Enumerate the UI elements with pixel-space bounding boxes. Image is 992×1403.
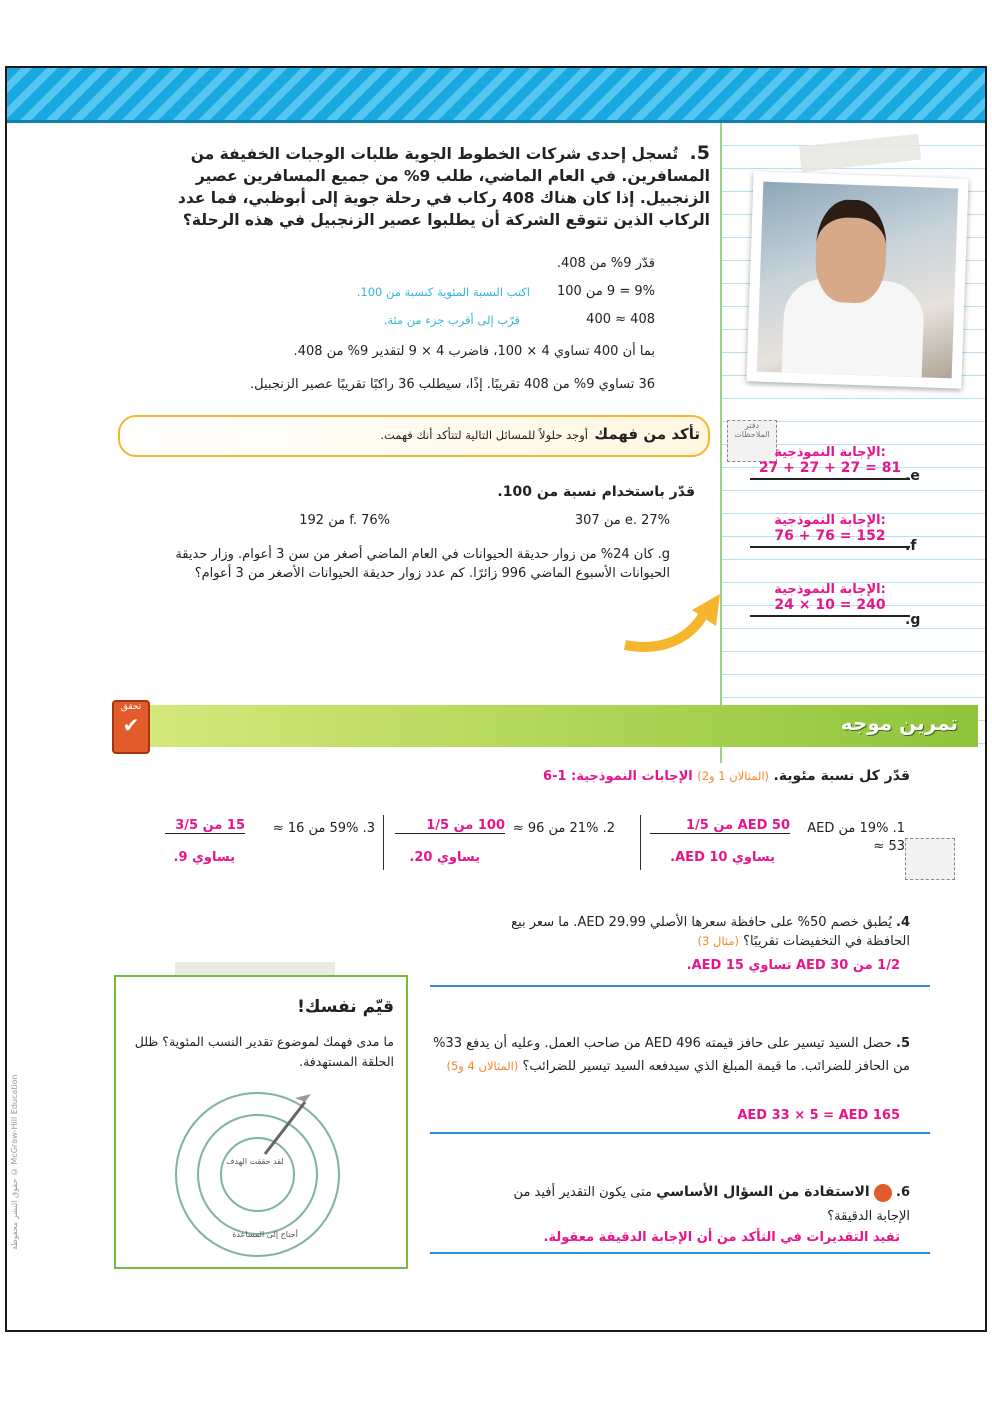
answer-f-letter: f. [905,538,917,554]
q5-ref: (المثالان 4 و5) [446,1059,519,1073]
guided-practice-bar [145,705,978,747]
q2-ans2: يساوي 20. [409,850,480,865]
answer-f [750,513,910,548]
problem5-number: 5. [689,142,710,164]
guided-instruction: قدّر كل نسبة مئوية. [773,768,910,784]
step2-note: اكتب النسبة المئوية كنسبة من 100. [356,285,530,299]
q3-num: 3. [362,821,375,836]
q6-answer: تفيد التقديرات في التأكد من أن الإجابة الدقيقة معقولة. [543,1230,900,1245]
exercise-e: e. 27% من 307 [574,513,670,528]
checkmark-icon: ✔ [122,713,140,737]
q1-num: 1. [892,821,905,836]
rate-text: ما مدى فهمك لموضوع تقدير النسب المئوية؟ ظلل الحلقة المستهدفة. [134,1034,394,1069]
q1-text [790,820,905,856]
q6-title: الاستفادة من السؤال الأساسي [656,1184,870,1200]
notebook-label: دفتر الملاحظات [734,421,770,439]
check-understanding-bar [118,415,710,457]
q5-rule [430,1132,930,1134]
q5-body: حصل السيد تيسير على حافز قيمته AED 496 من صاحب العمل. وعليه أن يدفع 33% من الحافز للضرائب. ما قيمة المبلغ الذي سيدفعه السيد تيسير للضرائب؟ [433,1036,910,1074]
copyright-credit: حقوق النشر محفوظة © McGraw-Hill Education [10,1074,19,1250]
center-label: لقد حققت الهدف [226,1157,284,1166]
q3-body: 59% من 16 ≈ [272,821,359,836]
q2-num: 2. [602,821,615,836]
q4-answer: 1/2 من AED 30 تساوي AED 15. [686,958,900,973]
step1: قدّر 9% من 408. [556,256,655,271]
answer-e-eq: 27 + 27 + 27 = 81 [750,460,910,480]
step3-eq: 408 ≈ 400 [586,312,655,327]
curved-arrow-icon [620,590,730,660]
guided-title: تمرين موجه [840,711,958,735]
q4-ref: (مثال 3) [697,934,739,948]
q4-text [505,913,910,951]
check-title: تأكد من فهمك [594,425,700,443]
answer-g [750,582,910,617]
photo-image [757,182,959,379]
q3-ans2: يساوي 9. [173,850,235,865]
q6-body: متى يكون التقدير أفيد من الإجابة الدقيقة؟ [513,1185,910,1224]
step2-eq: 9% = 9 من 100 [556,284,655,299]
header-stripe [7,68,985,123]
q4-num: 4. [896,915,910,930]
photo-person-head [814,199,888,304]
q1-body: 19% من AED 53 ≈ [807,821,905,854]
q2-body: 21% من 96 ≈ [512,821,599,836]
answer-f-label: الإجابة النموذجية: [774,513,886,528]
q1-ans1: AED 50 من 1/5 [650,818,790,834]
q6-num: 6. [896,1185,910,1200]
answer-g-eq: 24 × 10 = 240 [750,597,910,617]
exercise-f: f. 76% من 192 [299,513,390,528]
q4-rule [430,985,930,987]
q6-text [500,1180,910,1229]
q2-divider [383,815,384,870]
answer-e-label: الإجابة النموذجية: [774,445,886,460]
q5-answer: AED 33 × 5 = AED 165 [737,1108,900,1123]
q4-body: يُطبق خصم 50% على حافظة سعرها الأصلي AED 29.99. ما سعر بيع الحافظة في التخفيضات تقريبًا؟ [511,915,910,949]
answer-f-eq: 76 + 76 = 152 [750,528,910,548]
outer-label: أحتاج إلى المساعدة [232,1230,298,1239]
q6-rule [430,1252,930,1254]
q3-ans1: 15 من 3/5 [165,818,245,834]
exercise-g: g. كان 24% من زوار حديقة الحيوانات في العام الماضي أصغر من سن 3 أعوام. وزار حديقة الحيوانات الأسبوع الماضي 996 زائرًا. كم عدد زوار حديقة الحيوانات الأصغر من 3 أعوام؟ [175,547,670,581]
badge-label: تحقق [120,702,142,712]
step5: 36 تساوي 9% من 408 تقريبًا. إذًا، سيطلب 36 راكبًا تقريبًا عصير الزنجبيل. [250,377,655,392]
guided-examples-ref: (المثالان 1 و2) [697,769,770,783]
target-rings[interactable] [175,1092,340,1257]
estimate-heading: قدّر باستخدام نسبة من 100. [497,484,695,500]
check-badge [112,700,150,754]
target-icon [874,1184,892,1202]
check-instruction: أوجد حلولاً للمسائل التالية لتتأكد أنك فهمت. [380,428,588,442]
dart-icon [255,1092,315,1162]
q5-text [430,1033,910,1078]
rate-title: قيّم نفسك! [297,997,394,1017]
answer-g-letter: g. [905,612,921,628]
step4: بما أن 400 تساوي 4 × 100، فاضرب 4 × 9 لتقدير 9% من 408. [293,344,655,359]
problem5-text: تُسجل إحدى شركات الخطوط الجوية طلبات الوجبات الخفيفة من المسافرين. في العام الماضي، طلب 9% من جميع المسافرين عصير الزنجبيل. إذا كان هناك 408 ركاب في رحلة جوية إلى أبوظبي، فما عدد الركاب الذين تتوقع الشركة أن يطلبوا عصير الزنجبيل في هذه الرحلة؟ [177,145,710,229]
q2-ans1: 100 من 1/5 [395,818,505,834]
q5-num: 5. [896,1036,910,1051]
answer-e-letter: e. [905,468,920,484]
step3-note: قرّب إلى أقرب جزء من مئة. [383,313,520,327]
answer-e [750,445,910,480]
q2-text [510,820,615,838]
q1-ans2: يساوي AED 10. [670,850,775,865]
guided-instruction-line [520,768,910,784]
guided-sample-answers: الإجابات النموذجية: 1-6 [543,769,693,784]
problem5-statement [140,142,710,231]
notebook-icon-2 [905,838,955,880]
flight-attendant-photo [746,171,968,388]
q3-text [250,820,375,838]
answer-g-label: الإجابة النموذجية: [774,582,886,597]
q1-divider [640,815,641,870]
